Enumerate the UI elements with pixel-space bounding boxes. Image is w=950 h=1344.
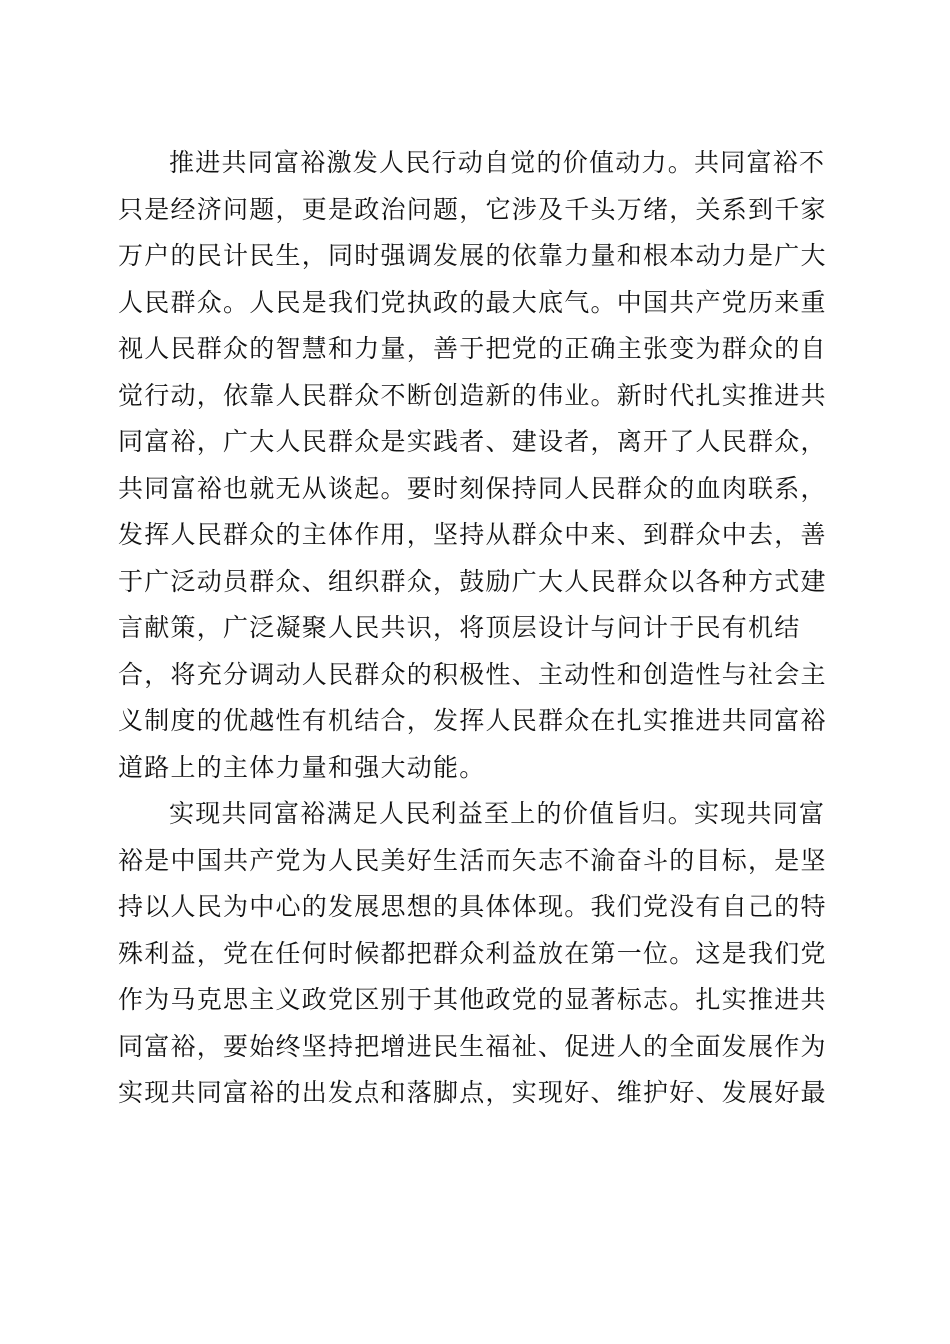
paragraph-line: 殊利益，党在任何时候都把群众利益放在第一位。这是我们党 bbox=[118, 938, 827, 968]
paragraph-line: 实现共同富裕的出发点和落脚点，实现好、维护好、发展好最 bbox=[118, 1078, 827, 1107]
paragraph-line: 同富裕，要始终坚持把增进民生福祉、促进人的全面发展作为 bbox=[118, 1031, 827, 1061]
paragraph-1 bbox=[118, 140, 827, 791]
paragraph-line: 视人民群众的智慧和力量，善于把党的正确主张变为群众的自 bbox=[118, 334, 827, 363]
paragraph-line: 觉行动，依靠人民群众不断创造新的伟业。新时代扎实推进共 bbox=[118, 380, 827, 410]
paragraph-line: 裕是中国共产党为人民美好生活而矢志不渝奋斗的目标，是坚 bbox=[118, 845, 827, 875]
paragraph-line: 共同富裕也就无从谈起。要时刻保持同人民群众的血肉联系， bbox=[118, 473, 827, 503]
paragraph-line: 合，将充分调动人民群众的积极性、主动性和创造性与社会主 bbox=[118, 659, 827, 689]
paragraph-line: 推进共同富裕激发人民行动自觉的价值动力。共同富裕不 bbox=[169, 148, 826, 177]
paragraph-line: 持以人民为中心的发展思想的具体体现。我们党没有自己的特 bbox=[118, 892, 827, 921]
paragraph-line: 同富裕，广大人民群众是实践者、建设者，离开了人民群众， bbox=[118, 427, 827, 456]
paragraph-line: 人民群众。人民是我们党执政的最大底气。中国共产党历来重 bbox=[118, 287, 827, 317]
paragraph-line: 作为马克思主义政党区别于其他政党的显著标志。扎实推进共 bbox=[118, 985, 827, 1014]
paragraph-line: 于广泛动员群众、组织群众，鼓励广大人民群众以各种方式建 bbox=[118, 566, 827, 596]
paragraph-line: 发挥人民群众的主体作用，坚持从群众中来、到群众中去，善 bbox=[118, 520, 827, 549]
paragraph-line: 只是经济问题，更是政治问题，它涉及千头万绪，关系到千家 bbox=[118, 194, 827, 224]
paragraph-line: 万户的民计民生，同时强调发展的依靠力量和根本动力是广大 bbox=[118, 241, 827, 270]
paragraph-line: 实现共同富裕满足人民利益至上的价值旨归。实现共同富 bbox=[169, 799, 826, 828]
paragraph-2 bbox=[118, 791, 827, 1117]
paragraph-line: 义制度的优越性有机结合，发挥人民群众在扎实推进共同富裕 bbox=[118, 706, 827, 735]
body-text bbox=[118, 140, 827, 1117]
paragraph-line: 言献策，广泛凝聚人民共识，将顶层设计与问计于民有机结 bbox=[118, 613, 801, 642]
paragraph-line: 道路上的主体力量和强大动能。 bbox=[118, 752, 486, 782]
